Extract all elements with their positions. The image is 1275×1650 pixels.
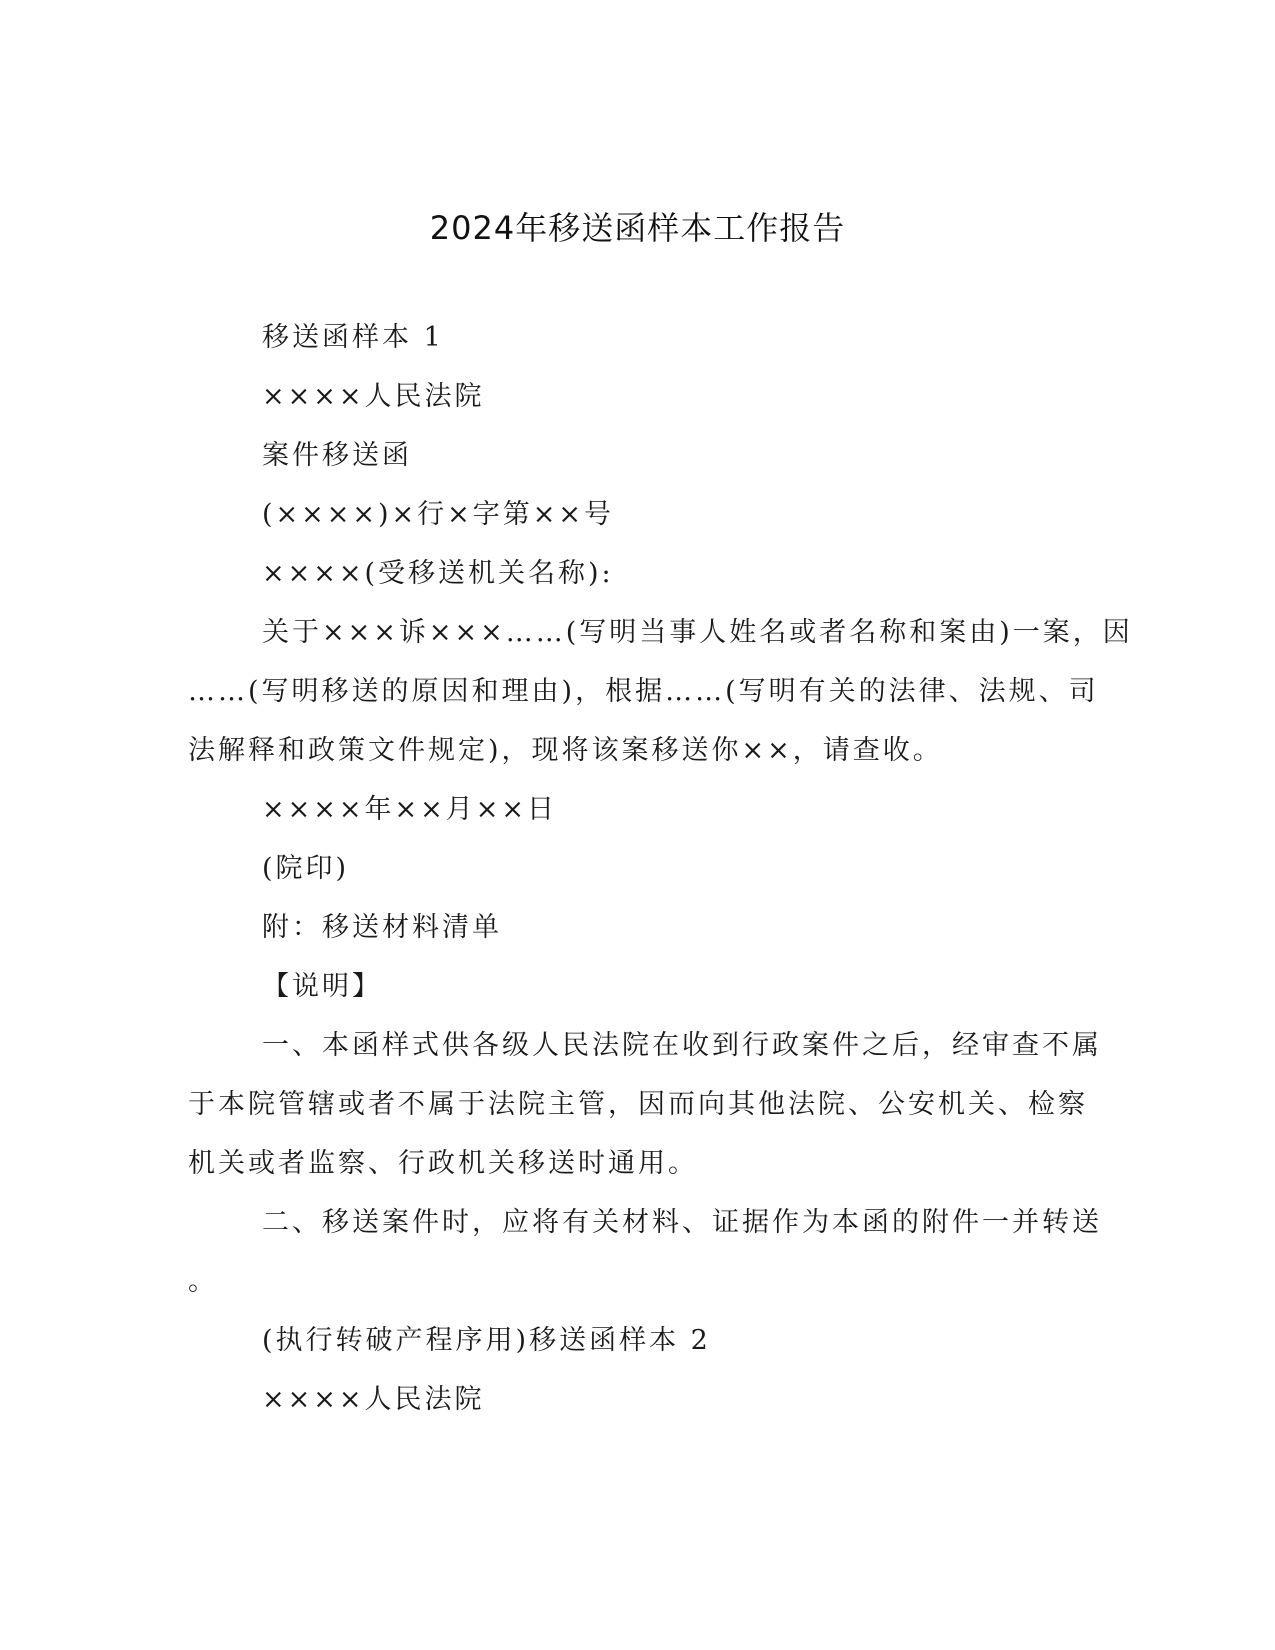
sample2-heading: (执行转破产程序用)移送函样本 2 — [262, 1325, 711, 1356]
document-type: 案件移送函 — [262, 440, 412, 471]
body-paragraph-line-2: ……(写明移送的原因和理由)，根据……(写明有关的法律、法规、司 — [188, 676, 1099, 707]
sample1-heading: 移送函样本 1 — [262, 322, 444, 353]
note-2-line-1: 二、移送案件时，应将有关材料、证据作为本函的附件一并转送 — [262, 1207, 1102, 1238]
notes-heading: 【说明】 — [262, 971, 382, 1002]
body-paragraph-line-1: 关于×××诉×××……(写明当事人姓名或者名称和案由)一案，因 — [262, 617, 1133, 648]
note-1-line-1: 一、本函样式供各级人民法院在收到行政案件之后，经审查不属 — [262, 1030, 1102, 1061]
recipient-line: ××××(受移送机关名称): — [262, 558, 614, 589]
note-2-line-2: 。 — [188, 1266, 218, 1297]
document-number: (××××)×行×字第××号 — [262, 499, 615, 530]
seal-line: (院印) — [262, 853, 350, 884]
note-1-line-3: 机关或者监察、行政机关移送时通用。 — [188, 1148, 698, 1179]
court-name: ××××人民法院 — [262, 381, 485, 412]
attachment-line: 附：移送材料清单 — [262, 912, 502, 943]
note-1-line-2: 于本院管辖或者不属于法院主管，因而向其他法院、公安机关、检察 — [188, 1089, 1088, 1120]
sample2-court-name: ××××人民法院 — [262, 1384, 485, 1415]
document-title: 2024年移送函样本工作报告 — [429, 209, 846, 247]
date-line: ××××年××月××日 — [262, 794, 557, 825]
body-paragraph-line-3: 法解释和政策文件规定)，现将该案移送你××，请查收。 — [188, 735, 943, 766]
